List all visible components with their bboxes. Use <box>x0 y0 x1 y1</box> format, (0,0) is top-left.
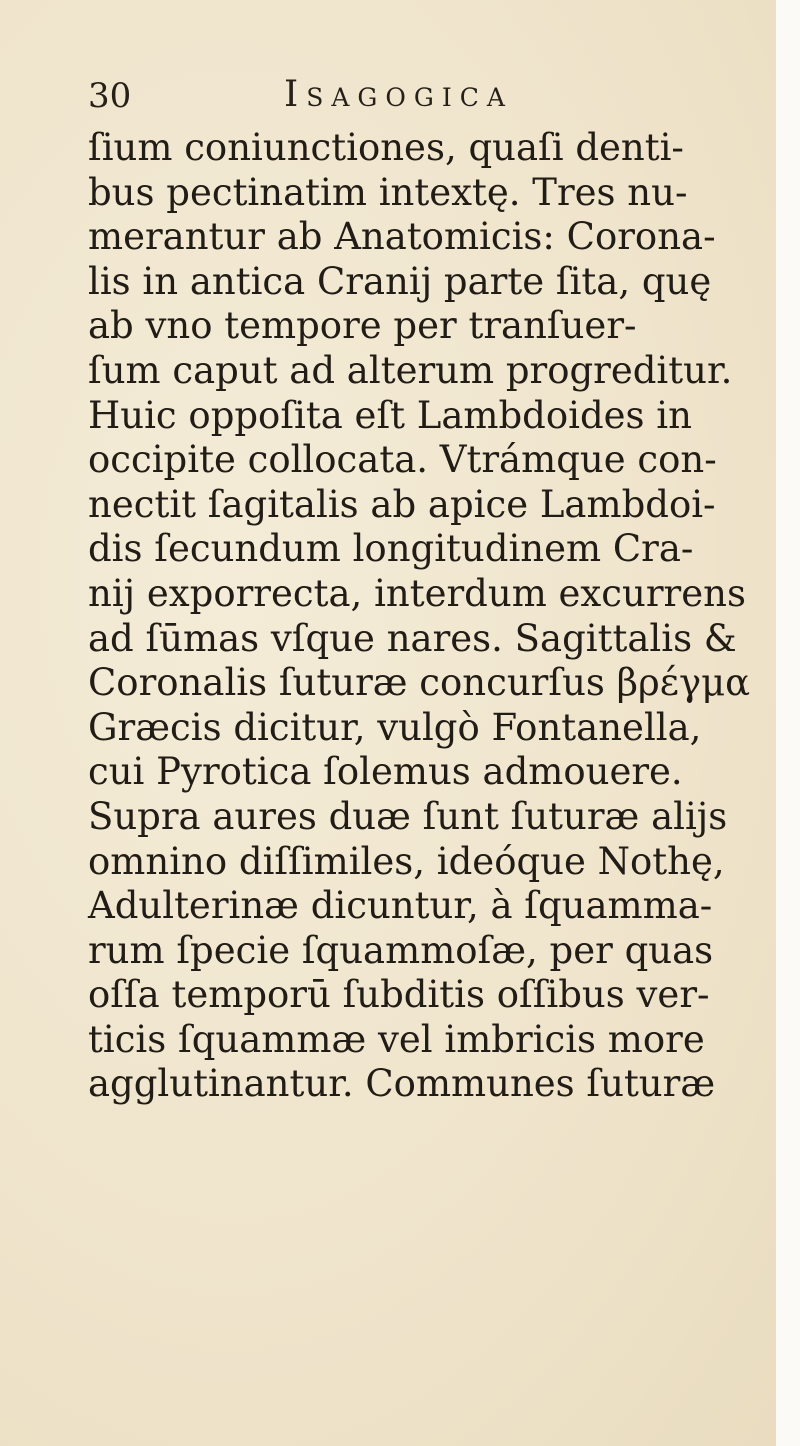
text-line: ab vno tempore per tranſuer- <box>88 304 637 348</box>
text-line: occipite collocata. Vtrámque con- <box>88 438 717 482</box>
text-line: agglutinantur. Communes ſuturæ <box>88 1062 716 1106</box>
text-line: lis in antica Cranij parte ſita, quę <box>88 259 712 303</box>
text-line: Huic oppoſita eſt Lambdoides in <box>88 393 692 437</box>
scan-margin <box>776 0 800 1446</box>
text-line: ſum caput ad alterum progreditur. <box>88 348 733 392</box>
text-line: nij exporrecta, interdum excurrens <box>88 571 746 615</box>
text-line: Supra aures duæ ſunt ſuturæ alijs <box>88 794 728 838</box>
text-line: Coronalis ſuturæ concurſus βρέγμα <box>88 661 751 705</box>
text-line: rum ſpecie ſquammoſæ, per quas <box>88 928 714 972</box>
text-line: Adulterinæ dicuntur, à ſquamma- <box>88 884 713 928</box>
text-line: merantur ab Anatomicis: Corona- <box>88 215 716 259</box>
text-line: cui Pyrotica ſolemus admouere. <box>88 750 683 794</box>
body-text <box>88 126 758 1107</box>
text-line: ticis ſquammæ vel imbricis more <box>88 1017 705 1061</box>
text-line: omnino diſſimiles, ideóque Nothę, <box>88 839 725 883</box>
running-title: Isagogica <box>284 74 513 115</box>
text-line: oſſa temporū ſubditis oſſibus ver- <box>88 973 710 1017</box>
page-header <box>88 72 688 128</box>
page-number: 30 <box>88 76 132 116</box>
text-line: Græcis dicitur, vulgò Fontanella, <box>88 705 702 749</box>
text-line: ad ſūmas vſque nares. Sagittalis & <box>88 616 737 660</box>
text-line: bus pectinatim intextę. Tres nu- <box>88 170 688 214</box>
text-line: dis ſecundum longitudinem Cra- <box>88 527 694 571</box>
text-line: ſium coniunctiones, quaſi denti- <box>88 126 684 169</box>
text-line: nectit ſagitalis ab apice Lambdoi- <box>88 482 716 526</box>
